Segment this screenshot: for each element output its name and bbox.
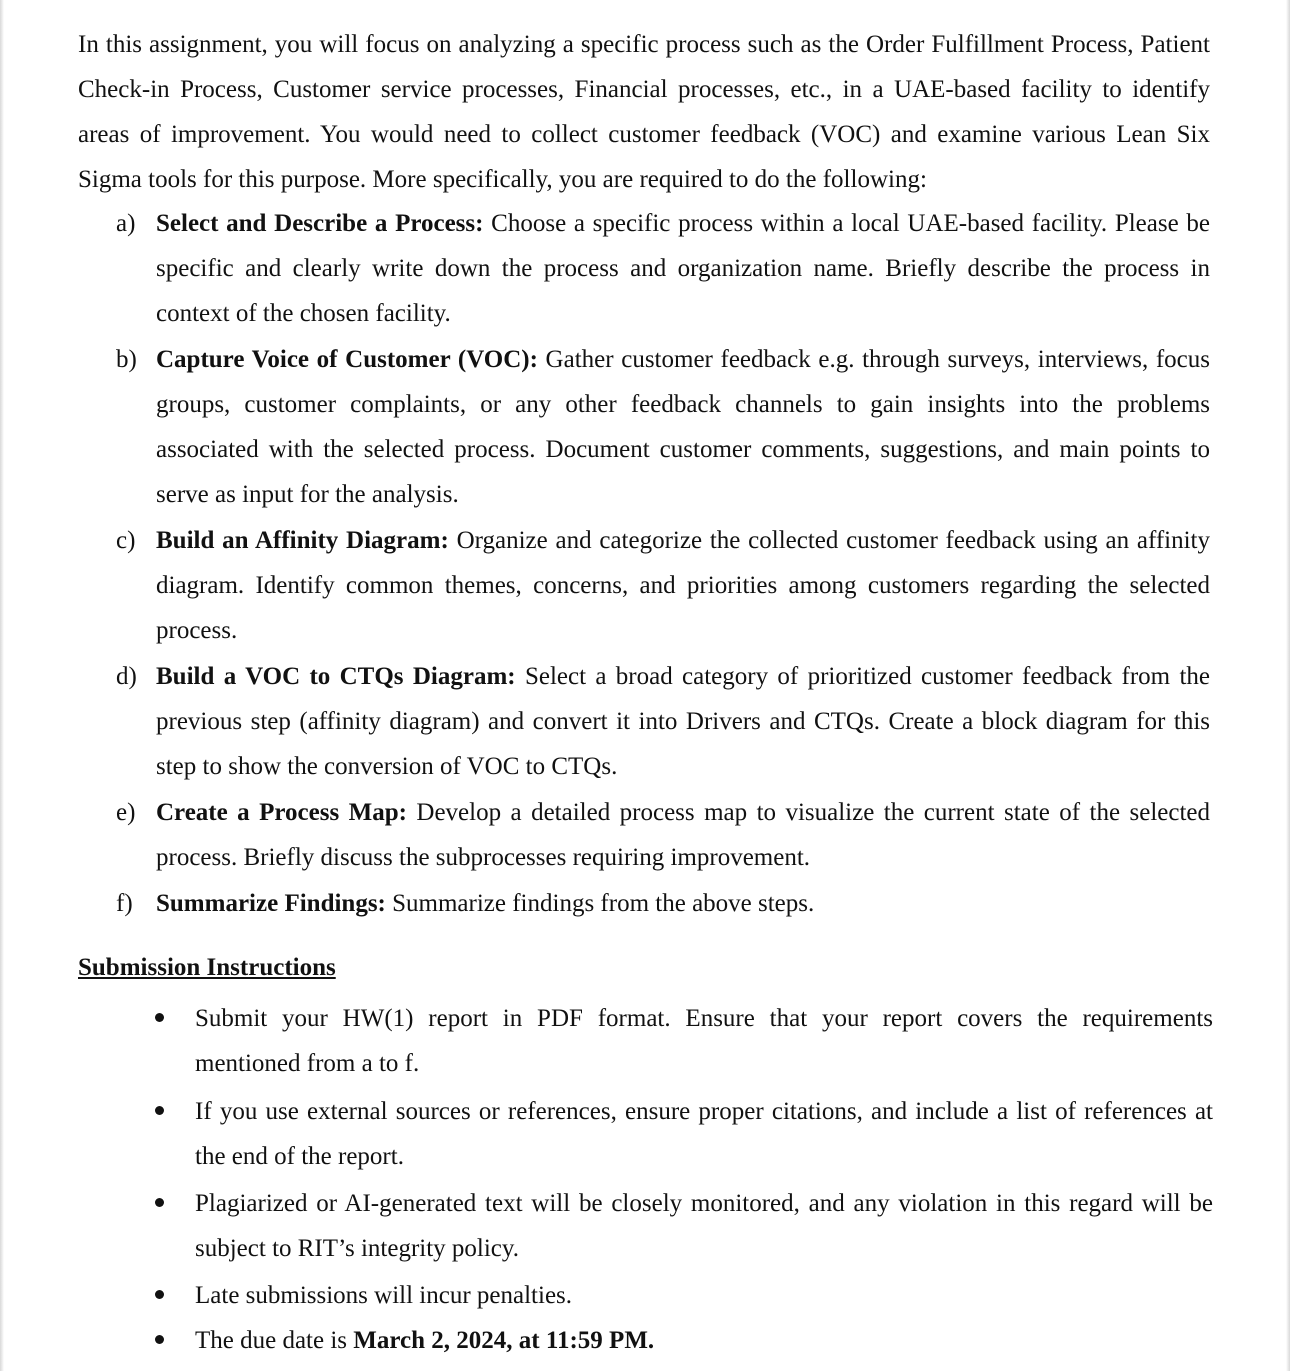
task-term: Create a Process Map: [156, 799, 407, 826]
task-term: Build a VOC to CTQs Diagram: [156, 663, 516, 690]
task-item-b [0, 337, 1210, 517]
intro-paragraph: In this assignment, you will focus on analyzing a specific process such as the Order Fulfillment Process, Patient Check-in Process, Customer service processes, Financial processes, etc., in a UAE-based facility to identify areas of improvement. You would need to collect customer feedback (VOC) and examine various Lean Six Sigma tools for this purpose. More specifically, you are required to do the following: [78, 31, 1210, 193]
task-text: Develop a detailed process map to visualize the current state of the selected process. Briefly discuss the subprocesses requiring improvement. [156, 799, 1211, 871]
task-item-d [0, 654, 1210, 789]
task-text: Gather customer feedback e.g. through surveys, interviews, focus groups, customer complaints, or any other feedback channels to gain insights into the problems associated with the selected process. Document customer comments, suggestions, and main points to serve as input for the analysis. [156, 346, 1210, 508]
submission-bullet-format [0, 996, 1213, 1086]
task-text: Organize and categorize the collected customer feedback using an affinity diagram. Identify common themes, concerns, and priorities among customers regarding the selected process. [156, 527, 1210, 644]
bullet-text: Submit your HW(1) report in PDF format. Ensure that your report covers the requirements mentioned from a to f. [195, 1005, 1213, 1077]
task-item-f [0, 881, 1210, 926]
task-text: Select a broad category of prioritized customer feedback from the previous step (affinity diagram) and convert it into Drivers and CTQs. Create a block diagram for this step to show the conversion of VOC to CTQs. [156, 663, 1210, 780]
task-marker: f) [116, 890, 133, 917]
task-marker: b) [116, 346, 137, 373]
task-term: Summarize Findings: [156, 890, 386, 917]
bullet-dot [155, 1290, 164, 1299]
bullet-dot [155, 1013, 164, 1022]
submission-heading: Submission Instructions [78, 954, 336, 981]
task-marker: d) [116, 663, 137, 690]
submission-bullet-plagiarism [0, 1181, 1213, 1271]
bullet-text: Late submissions will incur penalties. [195, 1282, 573, 1309]
task-term: Select and Describe a Process: [156, 210, 484, 237]
bullet-dot [155, 1106, 164, 1115]
task-list [0, 201, 1290, 926]
bullet-text: Plagiarized or AI-generated text will be closely monitored, and any violation in this regard will be subject to RIT’s integrity policy. [195, 1190, 1213, 1262]
task-term: Build an Affinity Diagram: [156, 527, 449, 554]
task-marker: e) [116, 799, 136, 826]
bullet-text: If you use external sources or references, ensure proper citations, and include a list of references at the end of the report. [195, 1098, 1213, 1170]
task-item-a [0, 201, 1210, 336]
submission-bullet-references [0, 1089, 1213, 1179]
task-item-e [0, 790, 1210, 880]
due-prefix: The due date is [195, 1327, 354, 1354]
bullet-dot [155, 1198, 164, 1207]
task-marker: a) [116, 210, 136, 237]
task-text: Choose a specific process within a local UAE-based facility. Please be specific and clearly write down the process and organization name. Briefly describe the process in context of the chosen facility. [156, 210, 1210, 327]
task-text: Summarize findings from the above steps. [385, 890, 815, 917]
task-term: Capture Voice of Customer (VOC): [156, 346, 538, 373]
due-suffix: . [647, 1327, 655, 1354]
bullet-dot [155, 1335, 164, 1344]
due-date: March 2, 2024, at 11:59 PM [353, 1327, 648, 1354]
submission-bullet-late [0, 1273, 1213, 1318]
task-marker: c) [116, 527, 136, 554]
submission-list [0, 996, 1290, 1363]
submission-bullet-due-date [0, 1318, 1213, 1363]
task-item-c [0, 518, 1210, 653]
